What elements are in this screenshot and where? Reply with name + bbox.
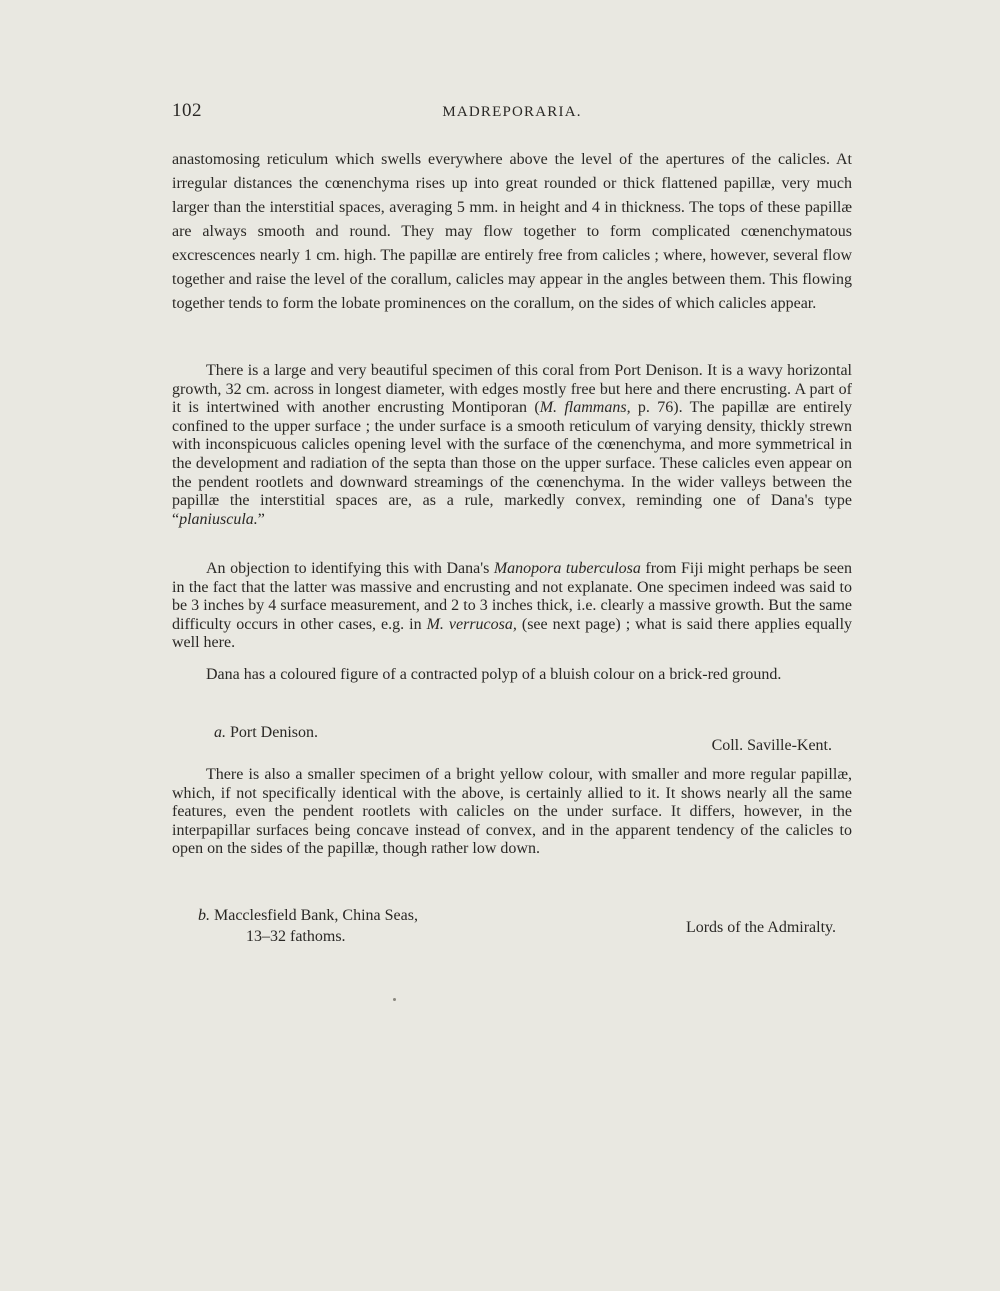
type-name-planiuscula: planiuscula. <box>179 510 258 528</box>
running-title: MADREPORARIA. <box>442 104 582 120</box>
paragraph-3-part-a: An objection to identifying this with Dana's <box>206 560 494 577</box>
paragraph-3-text <box>172 560 852 653</box>
paragraph-2-text <box>172 362 852 529</box>
paragraph-2-part-a: There is a large and very beautiful specimen of this coral from Port Denison. It is a wavy horizontal growth, 32 cm. across in longest diameter, with edges mostly free but here and there encrusting. A part of it is intertwined with another encrusting Montiporan ( <box>172 362 852 417</box>
paper-speck <box>393 998 396 1001</box>
paragraph-4 <box>172 666 852 685</box>
specimen-a-collection: Coll. Saville-Kent. <box>711 737 832 754</box>
paragraph-4-text: Dana has a coloured figure of a contracted polyp of a bluish colour on a brick-red ground. <box>206 666 782 683</box>
paragraph-1 <box>172 148 852 316</box>
page-header <box>172 100 852 124</box>
paragraph-3-part-c: (see next page) ; what is said there applies equally well here. <box>172 615 853 652</box>
specimen-b-place: Macclesfield Bank, China Seas, <box>214 907 418 924</box>
paragraph-2-part-b: p. 76). The papillæ are entirely confined to the upper surface ; the under surface is a smooth reticulum of varying density, thickly strewn with inconspicuous calicles opening level with the surface of the cœnenchyma, and more symmetrical in the development and radiation of the septa than those on the upper surface. These calicles even appear on the pendent rootlets and downward streamings of the cœnenchyma. In the wider valleys between the papillæ the interstitial spaces are, as a rule, markedly convex, reminding one of Dana's type “ <box>172 399 853 528</box>
species-name-verrucosa: M. verrucosa, <box>426 615 517 633</box>
paragraph-3-part-b: from Fiji might perhaps be seen in the fact that the latter was massive and encrusting and not explanate. One specimen indeed was said to be 3 inches by 4 surface measurement, and 2 to 3 inches thick, i.e. clearly a massive growth. But the same difficulty occurs in other cases, e.g. in <box>172 560 852 633</box>
specimen-a-place: Port Denison. <box>230 724 318 741</box>
paragraph-2-part-c: ” <box>257 510 265 528</box>
paragraph-2 <box>172 362 852 529</box>
specimen-b-depth: 13–32 fathoms. <box>246 928 346 945</box>
paragraph-3 <box>172 560 852 653</box>
specimen-b-locality <box>198 905 418 947</box>
paragraph-1-text: anastomosing reticulum which swells everywhere above the level of the apertures of the calicles. At irregular distances the cœnenchyma rises up into great rounded or thick flattened papillæ, very much larger than the interstitial spaces, averaging 5 mm. in height and 4 in thickness. The tops of these papillæ are always smooth and round. They may flow together to form complicated cœnenchymatous excrescences nearly 1 cm. high. The papillæ are entirely free from calicles ; where, however, several flow together and raise the level of the corallum, calicles may appear in the angles between them. This flowing together tends to form the lobate prominences on the corallum, on the sides of which calicles appear. <box>172 151 852 312</box>
specimen-a-locality <box>214 722 318 743</box>
species-name-flammans: M. flammans, <box>539 399 631 417</box>
paragraph-5-text: There is also a smaller specimen of a bright yellow colour, with smaller and more regular papillæ, which, if not specifically identical with the above, is certainly allied to it. It shows nearly all the same features, even the pendent rootlets with calicles on the under surface. It differs, however, in the interpapillar surfaces being concave instead of convex, and in the apparent tendency of the calicles to open on the sides of the papillæ, though rather low down. <box>172 766 852 858</box>
species-name-manopora: Manopora tuberculosa <box>493 560 641 577</box>
specimen-b-letter: b. <box>198 907 210 924</box>
paragraph-5 <box>172 766 852 859</box>
page-number: 102 <box>172 100 202 121</box>
specimen-a-letter: a. <box>214 724 226 741</box>
specimen-b-collection: Lords of the Admiralty. <box>685 919 836 936</box>
